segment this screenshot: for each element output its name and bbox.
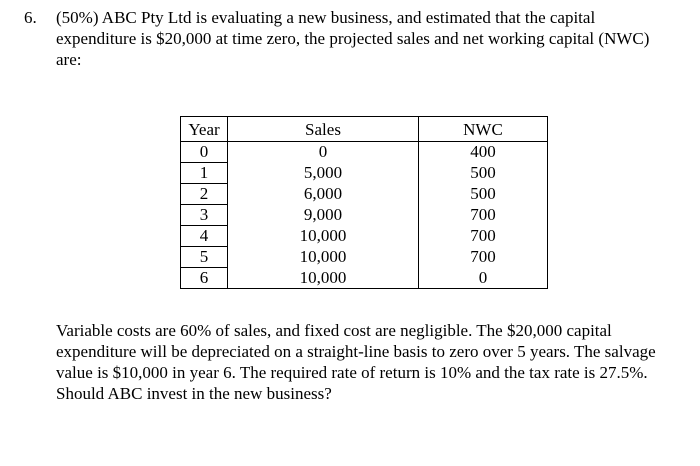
header-year: Year: [181, 117, 228, 142]
table-row: [181, 247, 548, 268]
nwc-cell: 500: [419, 163, 548, 184]
year-cell: 2: [181, 184, 228, 205]
table-header-row: [181, 117, 548, 142]
year-cell: 5: [181, 247, 228, 268]
sales-value: 5,000: [303, 163, 343, 182]
nwc-cell: 700: [419, 205, 548, 226]
year-cell: 4: [181, 226, 228, 247]
nwc-cell: 700: [419, 226, 548, 247]
table-row: [181, 163, 548, 184]
table-row: [181, 184, 548, 205]
header-sales: Sales: [228, 117, 419, 142]
sales-value: 6,000: [303, 184, 343, 203]
nwc-cell: 500: [419, 184, 548, 205]
table-row: [181, 142, 548, 163]
question-number: 6.: [24, 8, 37, 27]
sales-cell: [228, 205, 419, 226]
sales-cell: [228, 268, 419, 289]
sales-value: 10,000: [299, 267, 347, 287]
sales-value: 9,000: [303, 205, 343, 224]
question-text: (50%) ABC Pty Ltd is evaluating a new business, and estimated that the capital expenditure is $20,000 at time zero, the projected sales and net working capital (NWC) are:: [56, 8, 650, 69]
header-nwc: NWC: [419, 117, 548, 142]
year-cell: 1: [181, 163, 228, 184]
sales-value: 0: [318, 142, 328, 162]
sales-nwc-table: [180, 116, 548, 289]
sales-cell: [228, 163, 419, 184]
table-row: [181, 268, 548, 289]
sales-value: 10,000: [299, 226, 347, 245]
question-paragraph: Variable costs are 60% of sales, and fixed cost are negligible. The $20,000 capital expenditure will be depreciated on a straight-line basis to zero over 5 years. The salvage value is $10,000 in year 6. The required rate of return is 10% and the tax rate is 27.5%. Should ABC invest in the new business?: [56, 321, 656, 403]
nwc-cell: 0: [419, 268, 548, 289]
sales-cell: [228, 226, 419, 247]
year-cell: 3: [181, 205, 228, 226]
year-cell: 6: [181, 268, 228, 289]
year-cell: 0: [181, 142, 228, 163]
sales-cell: [228, 184, 419, 205]
table-row: [181, 205, 548, 226]
table-row: [181, 226, 548, 247]
nwc-cell: 400: [419, 142, 548, 163]
nwc-cell: 700: [419, 247, 548, 268]
sales-cell: [228, 142, 419, 163]
sales-cell: [228, 247, 419, 268]
sales-value: 10,000: [299, 247, 347, 266]
